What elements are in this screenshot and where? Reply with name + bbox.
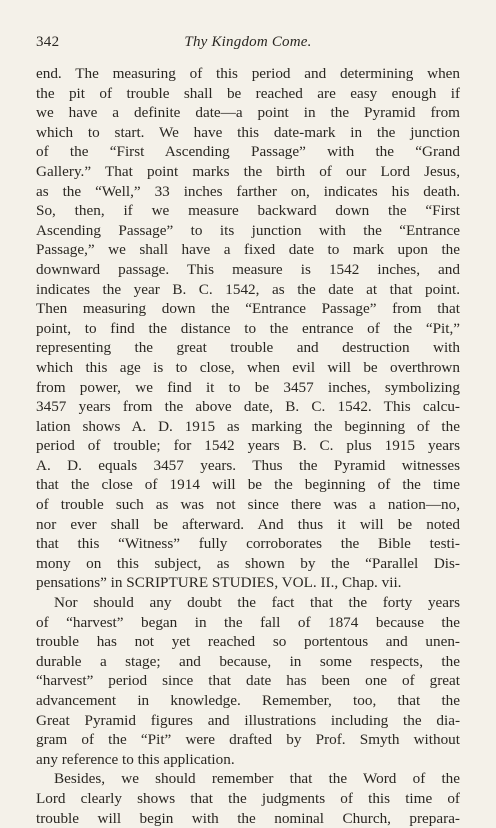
- text-line: end. The measuring of this period and determining when: [36, 65, 460, 82]
- text-line: Then measuring down the “Entrance Passage” from that: [36, 300, 460, 318]
- text-line: trouble has not yet reached so portentous and unen-: [36, 633, 460, 651]
- text-line: Nor should any doubt the fact that the forty years: [54, 594, 460, 612]
- text-line: downward passage. This measure is 1542 inches, and: [36, 260, 460, 278]
- text-line: of “harvest” began in the fall of 1874 because the: [36, 613, 460, 631]
- text-line: mony on this subject, as shown by the “Parallel Dis-: [36, 554, 460, 572]
- page-header: [36, 34, 460, 54]
- text-line: period of trouble; for 1542 years B. C. plus 1915 years: [36, 437, 460, 455]
- page-number: 342: [36, 34, 60, 50]
- text-line: A. D. equals 3457 years. Thus the Pyramid witnesses: [36, 456, 460, 474]
- text-line: durable a stage; and because, in some respects, the: [36, 652, 460, 670]
- running-title: Thy Kingdom Come.: [184, 34, 312, 50]
- text-line: of the “First Ascending Passage” with the “Grand: [36, 143, 460, 161]
- text-line: which this age is to close, when evil will be overthrown: [36, 358, 460, 376]
- text-line: So, then, if we measure backward down the “First: [36, 202, 460, 220]
- text-line: the pit of trouble shall be reached are easy enough if: [36, 84, 460, 102]
- text-line: pensations” in SCRIPTURE STUDIES, VOL. II., Chap. vii.: [36, 574, 402, 592]
- text-line: point, to find the distance to the entrance of the “Pit,”: [36, 319, 460, 337]
- text-line: nor ever shall be afterward. And thus it will be noted: [36, 515, 460, 533]
- text-line: “harvest” period since that date has been one of great: [36, 672, 460, 690]
- text-line: Passage,” we shall have a fixed date to mark upon the: [36, 241, 460, 259]
- text-line: we have a definite date—a point in the Pyramid from: [36, 104, 460, 122]
- text-line: which to start. We have this date-mark in the junction: [36, 123, 460, 141]
- text-line: indicates the year B. C. 1542, as the date at that point.: [36, 280, 460, 298]
- text-line: Lord clearly shows that the judgments of this time of: [36, 789, 460, 807]
- text-line: Great Pyramid figures and illustrations including the dia-: [36, 711, 460, 729]
- text-line: lation shows A. D. 1915 as marking the beginning of the: [36, 417, 460, 435]
- text-line: Gallery.” That point marks the birth of our Lord Jesus,: [36, 162, 460, 180]
- text-line: 3457 years from the above date, B. C. 1542. This calcu-: [36, 398, 460, 416]
- text-line: from power, we find it to be 3457 inches, symbolizing: [36, 378, 460, 396]
- text-line: representing the great trouble and destruction with: [36, 339, 460, 357]
- text-line: Ascending Passage” to its junction with the “Entrance: [36, 221, 460, 239]
- text-line: advancement in knowledge. Remember, too, that the: [36, 692, 460, 709]
- text-line: that this “Witness” fully corroborates the Bible testi-: [36, 535, 460, 553]
- text-line: of trouble such as was not since there was a nation—no,: [36, 496, 460, 514]
- text-line: that the close of 1914 will be the beginning of the time: [36, 476, 460, 494]
- body-text: [36, 64, 460, 828]
- text-line: trouble will begin with the nominal Church, prepara-: [36, 809, 460, 827]
- text-line: any reference to this application.: [36, 750, 235, 768]
- text-line: as the “Well,” 33 inches farther on, indicates his death.: [36, 182, 460, 200]
- text-line: gram of the “Pit” were drafted by Prof. Smyth without: [36, 731, 460, 749]
- text-line: Besides, we should remember that the Word of the: [54, 770, 460, 788]
